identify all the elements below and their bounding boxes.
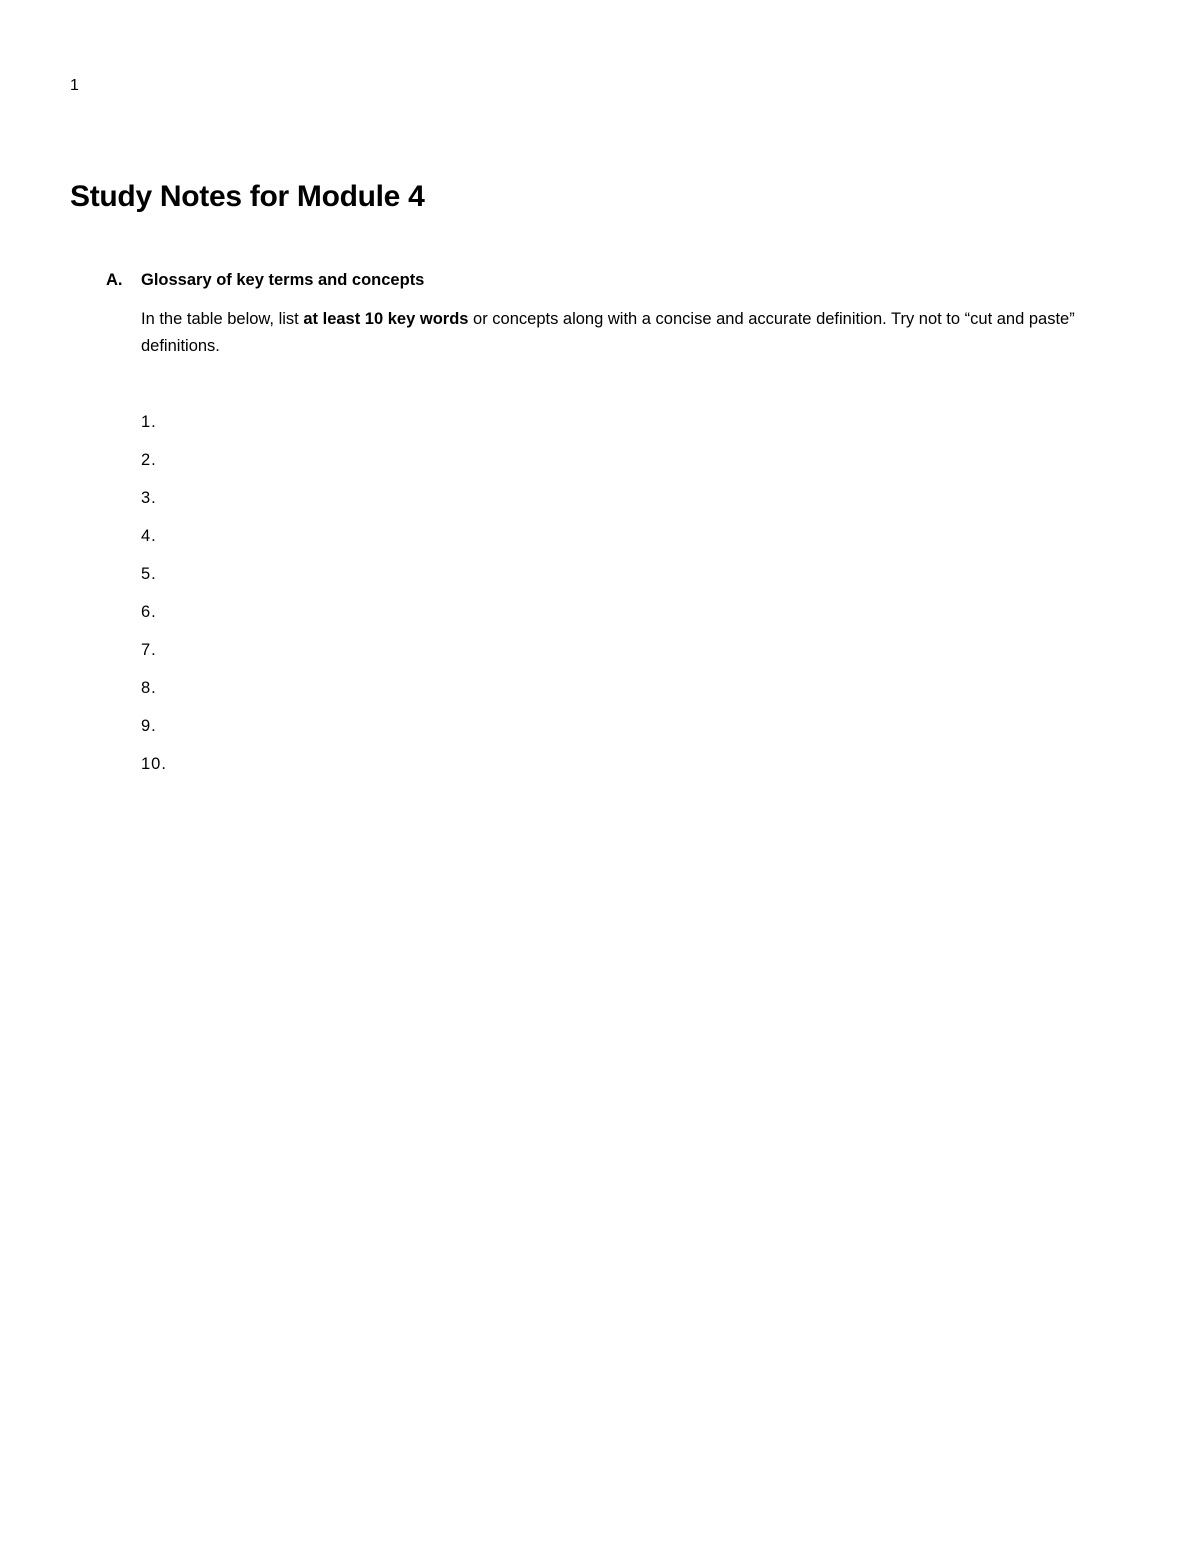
- document-title: Study Notes for Module 4: [70, 180, 425, 213]
- key-terms-list: [141, 410, 167, 790]
- list-item: 5.: [141, 565, 157, 583]
- instructions-paragraph: [141, 306, 1141, 360]
- list-item: 8.: [141, 679, 157, 697]
- list-item: 10.: [141, 755, 167, 773]
- list-item: 1.: [141, 413, 157, 431]
- section-letter: A.: [106, 271, 123, 289]
- list-item: 6.: [141, 603, 157, 621]
- section-title: Glossary of key terms and concepts: [141, 271, 425, 289]
- list-item: 7.: [141, 641, 157, 659]
- page-number: 1: [70, 77, 79, 94]
- instructions-text-part1: In the table below, list: [141, 310, 304, 328]
- section-heading: [0, 268, 1200, 292]
- list-item: 3.: [141, 489, 157, 507]
- instructions-text-part2: or concepts along with a concise and accurate definition. Try not to “cut and paste” definitions.: [141, 310, 1075, 355]
- instructions-emphasis: at least 10 key words: [303, 310, 469, 328]
- list-item: 9.: [141, 717, 157, 735]
- list-item: 2.: [141, 451, 157, 469]
- list-item: 4.: [141, 527, 157, 545]
